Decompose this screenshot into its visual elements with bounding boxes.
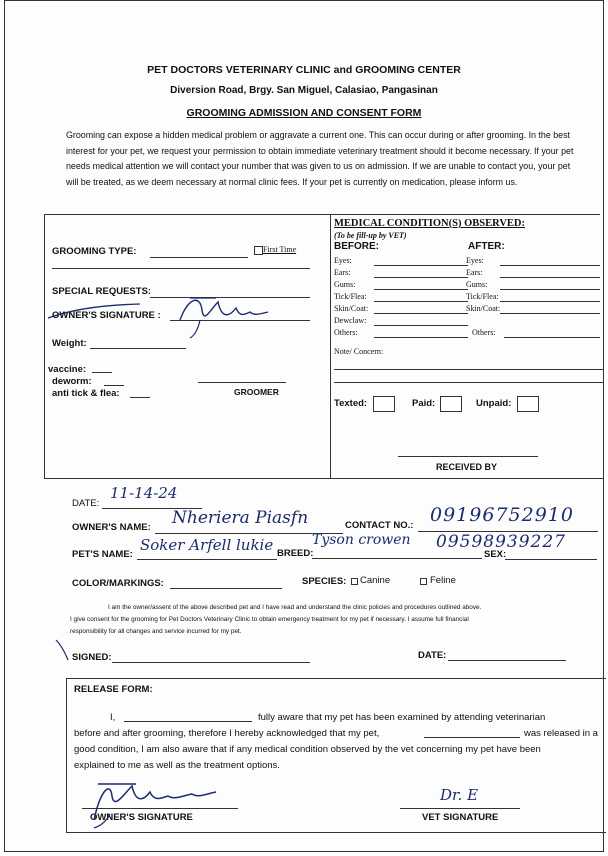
before-item-field[interactable] [374,265,468,266]
note-line-1[interactable] [334,369,604,370]
paid-checkbox[interactable] [440,396,462,412]
after-item-label: Gums: [466,280,488,289]
sex-label: SEX: [484,549,507,560]
canine-checkbox[interactable] [351,578,358,585]
breed-label: BREED: [277,548,314,559]
contact-value-2: 09598939227 [436,532,566,552]
texted-label: Texted: [334,398,368,409]
breed-value: Tyson crowen [312,532,411,548]
release-line-1-b: fully aware that my pet has been examined by attending veterinarian [258,712,546,723]
paid-label: Paid: [412,398,436,409]
first-time-label: First Time [263,245,297,254]
medical-subtitle: (To be fill-up by VET) [334,231,407,240]
before-item-field[interactable] [374,313,468,314]
vet-signature-field[interactable] [400,808,520,809]
contact-label: CONTACT NO.: [345,520,414,531]
release-title: RELEASE FORM: [74,684,153,695]
owner-name-label: OWNER'S NAME: [72,522,151,533]
first-time-checkbox[interactable] [254,246,263,255]
top-section-border [44,214,600,215]
before-item-field[interactable] [374,337,468,338]
before-item-label: Skin/Coat: [334,304,369,313]
grooming-type-field-2[interactable] [52,268,310,269]
after-item-label: Tick/Flea: [466,292,499,301]
after-item-label: Others: [472,328,496,337]
clinic-address: Diversion Road, Brgy. San Miguel, Calasiao, Pangasinan [170,85,438,96]
after-item-label: Eyes: [466,256,484,265]
release-line-2-a: before and after grooming, therefore I hereby acknowledged that my pet, [74,728,380,739]
vet-signature-label: VET SIGNATURE [422,812,499,823]
grooming-type-label: GROOMING TYPE: [52,246,137,257]
anti-tick-label: anti tick & flea: [52,388,120,399]
before-item-label: Gums: [334,280,356,289]
owner-signature-label: OWNER'S SIGNATURE : [52,310,161,321]
release-line-4: explained to me as well as the treatment options. [74,760,280,771]
after-item-field[interactable] [500,289,600,290]
consent-line-1: I am the owner/assent of the above described pet and I have read and understand the clinic policies and procedures outlined above. [108,604,482,611]
after-item-field[interactable] [500,313,600,314]
special-requests-label: SPECIAL REQUESTS: [52,286,152,297]
before-item-label: Tick/Flea: [334,292,367,301]
before-item-label: Others: [334,328,358,337]
after-item-field[interactable] [500,301,600,302]
before-item-label: Eyes: [334,256,352,265]
color-markings-field[interactable] [170,588,282,589]
column-divider [330,214,331,478]
groomer-field[interactable] [198,382,286,383]
consent-line-3: responsibility for all changes and service incurred for my pet. [70,628,242,635]
canine-label: Canine [360,575,391,586]
signed-check-mark [40,600,160,670]
unpaid-label: Unpaid: [476,398,512,409]
after-label: AFTER: [468,241,505,252]
sex-field[interactable] [505,559,597,560]
release-owner-signature-label: OWNER'S SIGNATURE [90,812,193,823]
received-by-field[interactable] [398,456,538,457]
contact-value: 09196752910 [430,504,574,526]
release-pet-name-field[interactable] [424,737,520,738]
before-label: BEFORE: [334,241,379,252]
release-section-top-border [66,678,606,679]
feline-checkbox[interactable] [420,578,427,585]
pet-name-field[interactable] [137,559,277,560]
date2-label: DATE: [418,650,447,661]
top-section-bottom-border [44,478,604,479]
before-item-field[interactable] [374,325,468,326]
pet-name-label: PET'S NAME: [72,549,133,560]
weight-field[interactable] [90,348,186,349]
note-concern-label: Note/ Concern: [334,347,384,356]
vaccine-field[interactable] [92,372,112,373]
before-item-field[interactable] [374,301,468,302]
owner-signature-scribble-top [40,290,280,340]
signed-label: SIGNED: [72,652,112,663]
breed-field[interactable] [312,558,482,559]
medical-title: MEDICAL CONDITION(S) OBSERVED: [334,218,525,229]
vet-signature-value: Dr. E [440,786,479,804]
release-owner-signature-scribble [70,770,240,830]
date-label: DATE: [72,498,100,509]
release-line-1-a: I, [110,712,116,723]
feline-label: Feline [430,575,456,586]
before-item-label: Ears: [334,268,351,277]
intro-paragraph: Grooming can expose a hidden medical problem or aggravate a current one. This can occur during or after grooming. In the best interest for your pet, we request your permission to obtain immediate veterinary treatment should it become necessary. If your pet needs medical attention we will contact your number that was given to us on admission. If we are unable to contact you, your pet will be treated, as we deem necessary at normal clinic fees. If your pet is currently on medication, please inform us. [66,130,574,187]
after-item-label: Ears: [466,268,483,277]
color-markings-label: COLOR/MARKINGS: [72,578,164,589]
after-item-field[interactable] [500,277,600,278]
date2-field[interactable] [448,660,566,661]
grooming-type-field[interactable] [150,257,248,258]
top-section-left-border [44,214,45,478]
received-by-label: RECEIVED BY [436,462,498,472]
species-label: SPECIES: [302,576,347,587]
texted-checkbox[interactable] [373,396,395,412]
owner-name-value: Nheriera Piasfn [172,508,309,528]
release-section-left-border [66,678,67,832]
groomer-label: GROOMER [234,387,279,397]
clinic-name: PET DOCTORS VETERINARY CLINIC and GROOMING CENTER [147,64,461,76]
before-item-label: Dewclaw: [334,316,367,325]
consent-line-2: I give consent for the grooming for Pet Doctors Veterinary Clinic to obtain emergency treatment for my pet if necessary. I assume full financial [70,616,469,623]
form-title: GROOMING ADMISSION AND CONSENT FORM [186,107,422,119]
release-section-bottom-border [66,832,606,833]
vaccine-label: vaccine: [48,364,87,375]
release-line-3: good condition, I am also aware that if any medical condition observed by the vet concerning my pet have been [74,744,541,755]
after-item-field[interactable] [500,265,600,266]
after-item-label: Skin/Coat: [466,304,501,313]
anti-tick-field[interactable] [130,397,150,398]
note-line-2[interactable] [334,382,604,383]
before-item-field[interactable] [374,277,468,278]
date-value: 11-14-24 [110,484,178,502]
release-owner-name-field[interactable] [124,721,252,722]
deworm-field[interactable] [104,385,124,386]
after-item-field[interactable] [504,337,600,338]
deworm-label: deworm: [52,376,92,387]
pet-name-value: Soker Arfell lukie [140,536,274,554]
before-item-field[interactable] [374,289,468,290]
release-line-2-b: was released in a [524,728,598,739]
unpaid-checkbox[interactable] [517,396,539,412]
weight-label: Weight: [52,338,87,349]
